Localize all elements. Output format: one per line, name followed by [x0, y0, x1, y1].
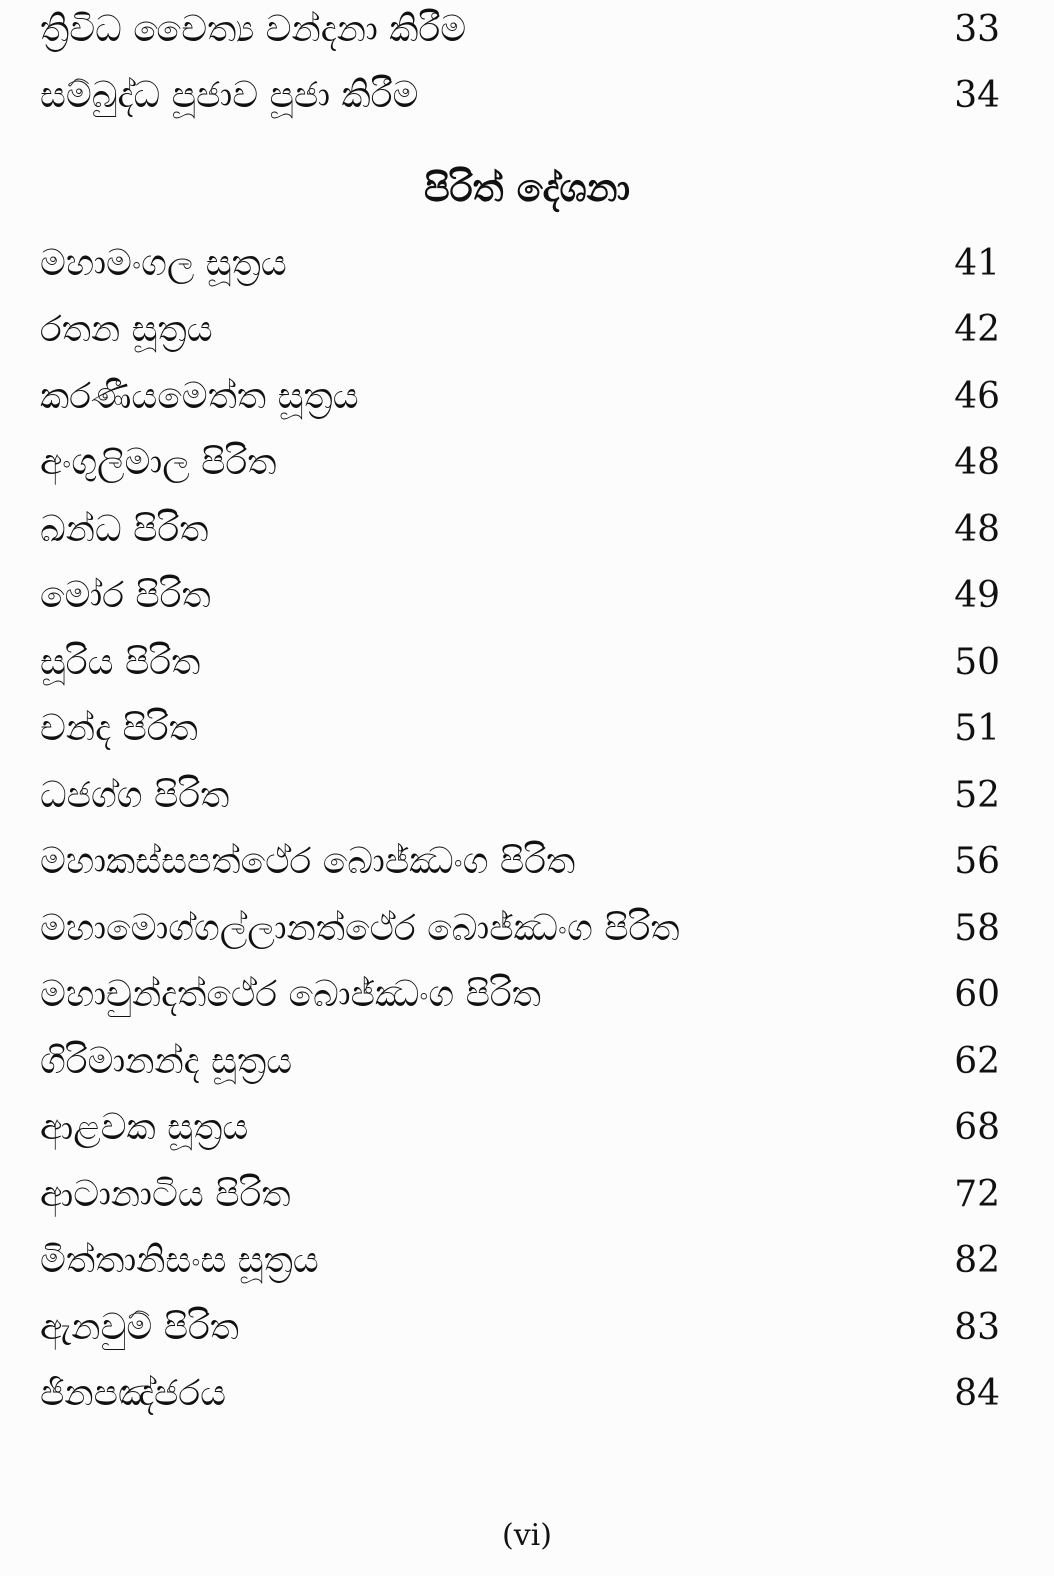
toc-entry-title: මෝර පිරිත — [40, 575, 211, 616]
toc-entry — [40, 500, 1000, 560]
toc-entry-page: 52 — [954, 775, 1000, 816]
toc-entry — [40, 899, 1000, 959]
toc-entry-page: 48 — [954, 509, 1000, 550]
toc-entry — [40, 1364, 1000, 1424]
toc-entry-page: 48 — [954, 442, 1000, 483]
toc-entry — [40, 367, 1000, 427]
toc-entry-title: මහාමංගල සූත්‍රය — [40, 243, 287, 284]
toc-entry-page: 34 — [954, 75, 1000, 116]
toc-entry-page: 49 — [954, 575, 1000, 616]
toc-entry-title: සම්බුද්ධ පූජාව පූජා කිරීම — [40, 75, 419, 116]
toc-entry-page: 62 — [954, 1041, 1000, 1082]
toc-entry-page: 72 — [954, 1174, 1000, 1215]
toc-entry-title: ජිනපඤ්ජරය — [40, 1373, 227, 1414]
toc-entry-title: අංගුලිමාල පිරිත — [40, 442, 277, 483]
toc-entry-title: ගිරිමානන්ද සූත්‍රය — [40, 1041, 293, 1082]
toc-entry-page: 33 — [954, 9, 1000, 50]
toc-entry-title: ඇනවුම් පිරිත — [40, 1307, 240, 1348]
toc-entry-page: 84 — [954, 1373, 1000, 1414]
toc-entry — [40, 433, 1000, 493]
toc-entry — [40, 0, 1000, 60]
toc-entry-page: 46 — [954, 376, 1000, 417]
toc-entry-title: මහාකස්සපත්ථේර බොජ්ඣංග පිරිත — [40, 841, 576, 882]
toc-entry-page: 82 — [954, 1240, 1000, 1281]
toc-entry — [40, 566, 1000, 626]
toc-entry-title: චන්ද පිරිත — [40, 708, 198, 749]
toc-entry — [40, 1231, 1000, 1291]
section-heading: පිරිත් දේශනා — [423, 166, 631, 210]
toc-entry-title: ආළවක සූත්‍රය — [40, 1107, 249, 1148]
toc-entry — [40, 1165, 1000, 1225]
toc-entry-page: 56 — [954, 841, 1000, 882]
toc-entry — [40, 234, 1000, 294]
toc-entry — [40, 66, 1000, 126]
toc-entry-title: ඛන්ධ පිරිත — [40, 509, 209, 550]
toc-entry — [40, 1032, 1000, 1092]
toc-entry — [40, 633, 1000, 693]
toc-entry-title: රතන සූත්‍රය — [40, 309, 213, 350]
toc-entry — [40, 1098, 1000, 1158]
toc-entry — [40, 699, 1000, 759]
toc-entry — [40, 1298, 1000, 1358]
toc-entry-page: 50 — [954, 642, 1000, 683]
toc-entry-title: සූරිය පිරිත — [40, 642, 201, 683]
toc-entry-page: 42 — [954, 309, 1000, 350]
toc-entry-title: මහාචුන්දත්ථේර බොජ්ඣංග පිරිත — [40, 974, 541, 1015]
toc-entry-title: මහාමොග්ගල්ලානත්ථේර බොජ්ඣංග පිරිත — [40, 908, 680, 949]
toc-entry-page: 58 — [954, 908, 1000, 949]
toc-entry-page: 60 — [954, 974, 1000, 1015]
toc-entry-title: ධජග්ග පිරිත — [40, 775, 230, 816]
toc-entry-title: ත්‍රිවිධ චෛත්‍ය වන්දනා කිරීම — [40, 9, 467, 50]
page-number: (vi) — [502, 1518, 552, 1553]
toc-entry-title: මිත්තානිසංස සූත්‍රය — [40, 1240, 319, 1281]
toc-entry — [40, 832, 1000, 892]
toc-entry-page: 41 — [954, 243, 1000, 284]
toc-entry-page: 51 — [954, 708, 1000, 749]
toc-entry-title: ආටානාටිය පිරිත — [40, 1174, 291, 1215]
toc-entry — [40, 766, 1000, 826]
toc-entry-page: 68 — [954, 1107, 1000, 1148]
toc-entry-title: කරණීයමෙත්ත සූත්‍රය — [40, 376, 359, 417]
toc-entry — [40, 965, 1000, 1025]
toc-entry — [40, 300, 1000, 360]
toc-entry-page: 83 — [954, 1307, 1000, 1348]
